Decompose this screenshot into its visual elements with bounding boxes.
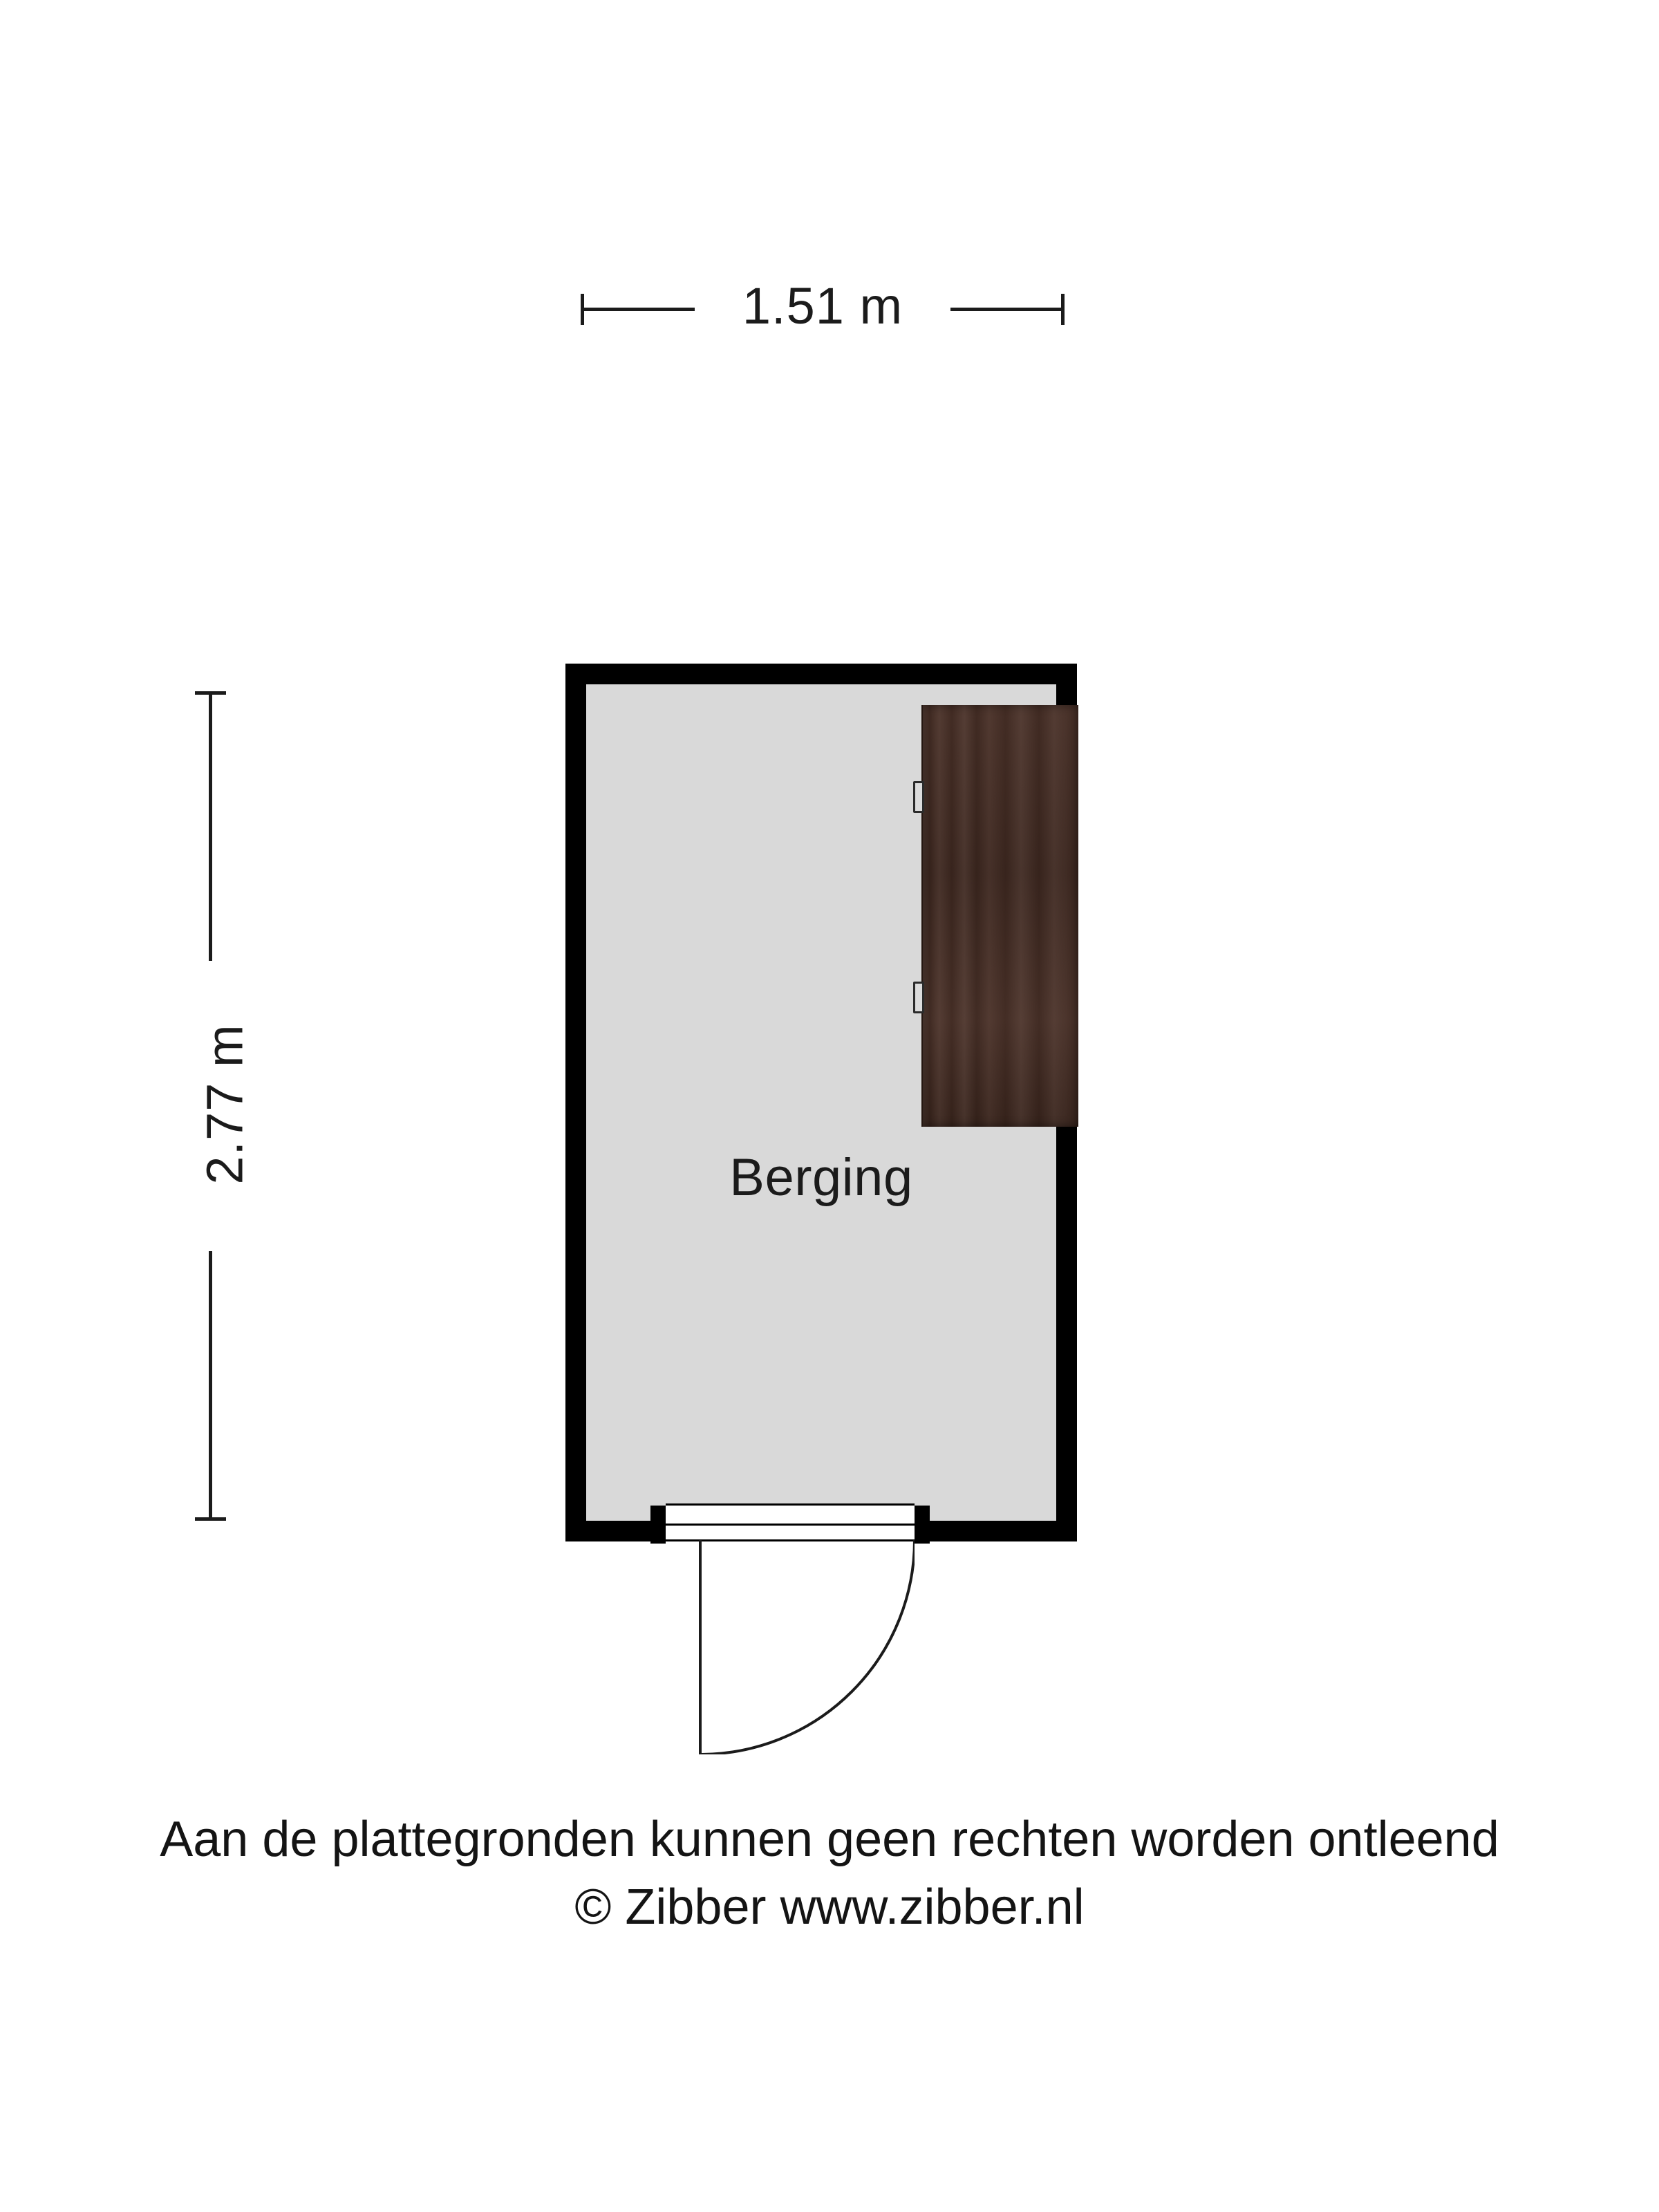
footer-copyright: © Zibber www.zibber.nl xyxy=(574,1880,1085,1935)
dimension-height-label: 2.77 m xyxy=(196,1024,254,1185)
dimension-height-cap-bottom xyxy=(195,1517,226,1521)
dimension-height xyxy=(173,691,270,1521)
wardrobe-icon xyxy=(921,705,1078,1127)
floor-plan xyxy=(565,664,1077,1548)
footer xyxy=(0,1811,1659,1936)
dimension-width xyxy=(581,276,1065,359)
door-jamb-left xyxy=(650,1506,666,1544)
dimension-width-label: 1.51 m xyxy=(742,277,903,335)
footer-disclaimer: Aan de plattegronden kunnen geen rechten worden ontleend xyxy=(160,1812,1499,1867)
door-opening xyxy=(666,1503,915,1541)
room-label-berging: Berging xyxy=(729,1148,913,1207)
cabinet-handle-lower-icon xyxy=(913,982,924,1013)
room-walls xyxy=(565,664,1077,1541)
room-floor xyxy=(586,684,1056,1521)
dimension-height-cap-top xyxy=(195,691,226,695)
cabinet-handle-upper-icon xyxy=(913,781,924,813)
door-jamb-right xyxy=(915,1506,930,1544)
door-swing-arc-icon xyxy=(666,1540,915,1754)
door-leaf-line xyxy=(666,1524,915,1526)
